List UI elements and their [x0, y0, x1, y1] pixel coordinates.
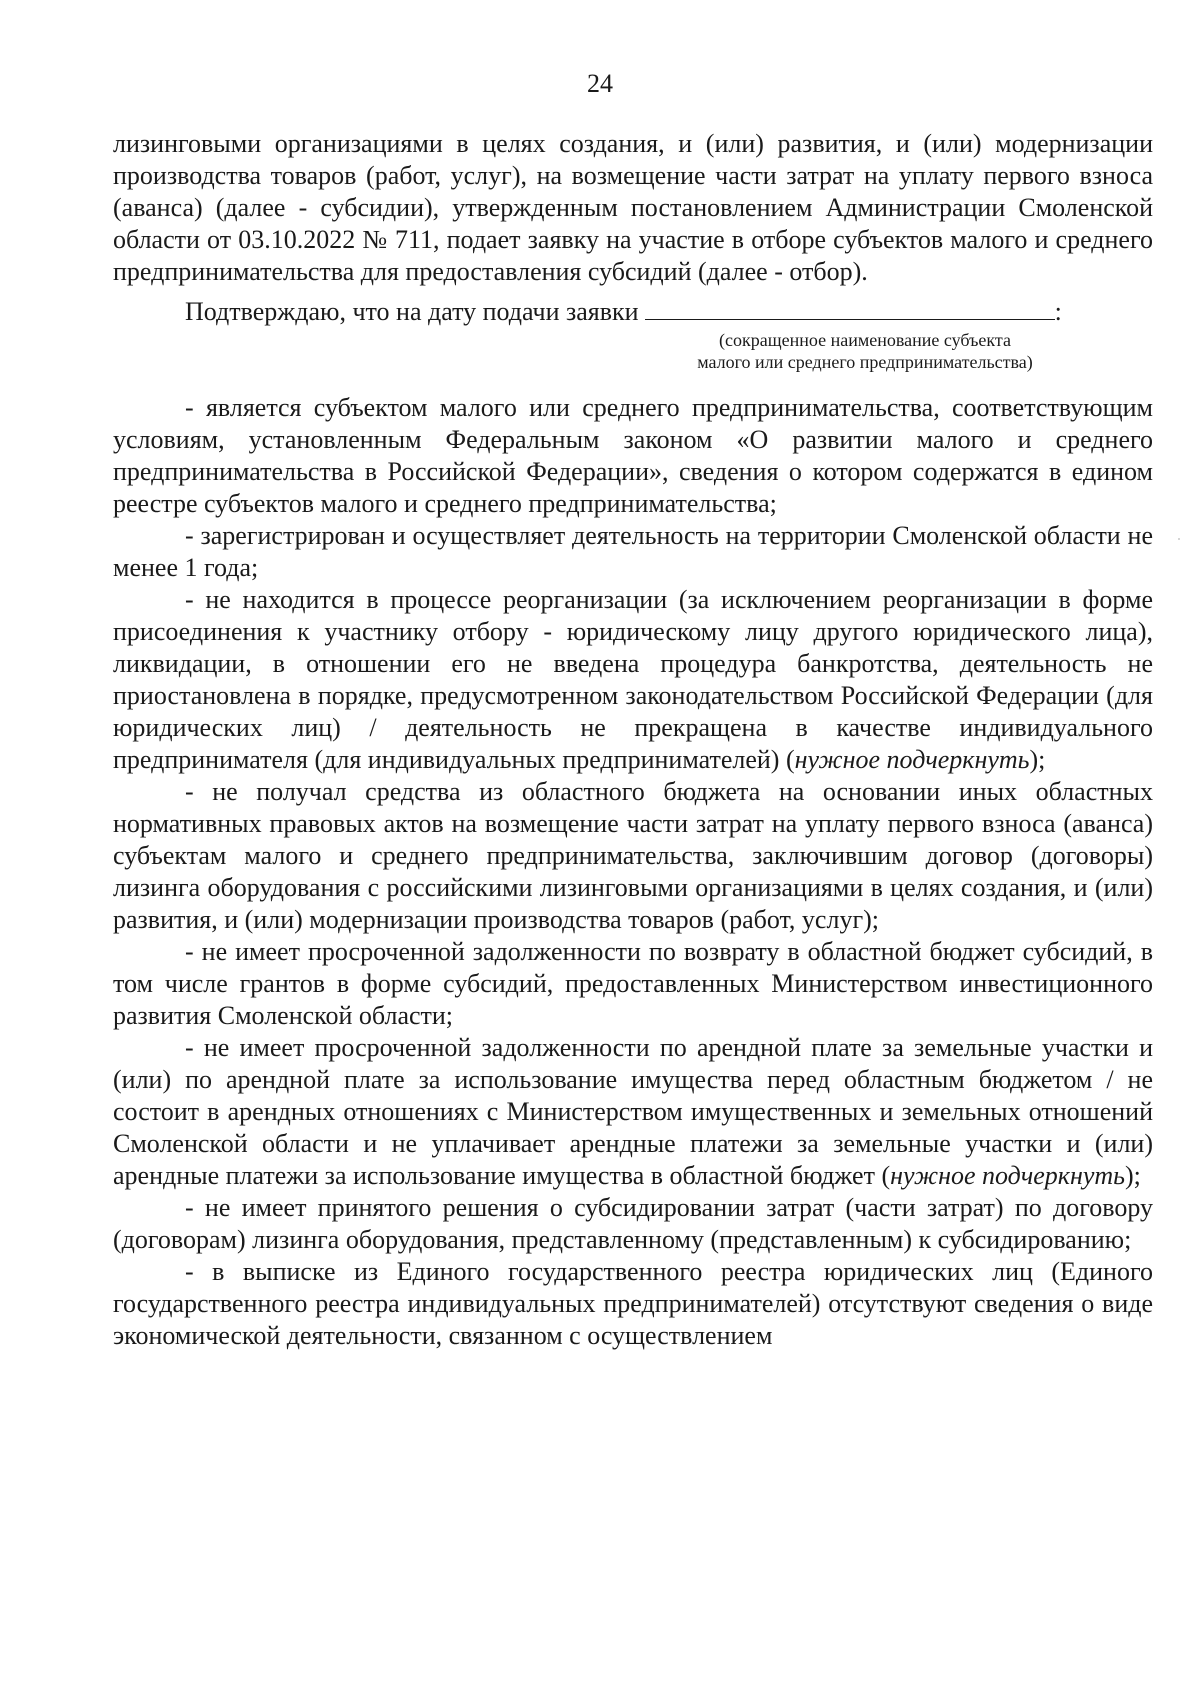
paragraph-item-1: - является субъектом малого или среднего предпринимательства, соответствующим условиям, установленным Федеральным законом «О развитии малого и среднего предпринимательства в Российской Федерации», сведения о котором содержатся в едином реестре субъектов малого и среднего предпринимательства; [113, 393, 1153, 518]
paragraph-intro: лизинговыми организациями в целях создания, и (или) развития, и (или) модернизации производства товаров (работ, услуг), на возмещение части затрат на уплату первого взноса (аванса) (далее - субсидии), утвержденным постановлением Администрации Смоленской области от 03.10.2022 № 711, подает заявку на участие в отборе субъектов малого и среднего предпринимательства для предоставления субсидий (далее - отбор). [113, 129, 1153, 286]
item-6-end: ); [1125, 1161, 1141, 1190]
caption-line-1: (сокращенное наименование субъекта [719, 330, 1011, 350]
confirm-colon: : [1054, 297, 1062, 326]
blank-caption [655, 329, 1075, 373]
page-number: 24 [587, 69, 613, 98]
item-3-italic-note: нужное подчеркнуть [794, 745, 1030, 774]
scan-speck [1178, 538, 1180, 540]
document-body [113, 128, 1153, 1352]
paragraph-item-2: - зарегистрирован и осуществляет деятельность на территории Смоленской области не менее 1 года; [113, 521, 1153, 582]
item-6-text: - не имеет просроченной задолженности по арендной плате за земельные участки и (или) по арендной плате за использование имущества перед областным бюджетом / не состоит в арендных отношениях с Министерством имущественных и земельных отношений Смоленской области и не уплачивает арендные платежи за земельные участки и (или) арендные платежи за использование имущества в областной бюджет ( [113, 1033, 1153, 1190]
item-3-end: ); [1029, 745, 1046, 774]
confirm-line [113, 295, 1153, 328]
confirm-label: Подтверждаю, что на дату подачи заявки [185, 297, 639, 326]
paragraph-item-3 [113, 584, 1153, 776]
subject-name-blank[interactable] [645, 295, 1055, 320]
paragraph-item-7: - не имеет принятого решения о субсидировании затрат (части затрат) по договору (договорам) лизинга оборудования, представленному (представленным) к субсидированию; [113, 1193, 1153, 1254]
item-3-text: - не находится в процессе реорганизации (за исключением реорганизации в форме присоединения к участнику отбору - юридическому лицу другого юридического лица), ликвидации, в отношении его не введена процедура банкротства, деятельность не приостановлена в порядке, предусмотренном законодательством Российской Федерации (для юридических лиц) / деятельность не прекращена в качестве индивидуального предпринимателя (для индивидуальных предпринимателей) ( [113, 585, 1153, 774]
paragraph-item-4: - не получал средства из областного бюджета на основании иных областных нормативных правовых актов на возмещение части затрат на уплату первого взноса (аванса) субъектам малого и среднего предпринимательства, заключившим договор (договоры) лизинга оборудования с российскими лизинговыми организациями в целях создания, и (или) развития, и (или) модернизации производства товаров (работ, услуг); [113, 777, 1153, 934]
caption-line-2: малого или среднего предпринимательства) [697, 352, 1033, 372]
paragraph-item-6 [113, 1032, 1153, 1192]
paragraph-item-8: - в выписке из Единого государственного реестра юридических лиц (Единого государственного реестра индивидуальных предпринимателей) отсутствуют сведения о виде экономической деятельности, связанном с осуществлением [113, 1257, 1153, 1350]
paragraph-item-5: - не имеет просроченной задолженности по возврату в областной бюджет субсидий, в том числе грантов в форме субсидий, предоставленных Министерством инвестиционного развития Смоленской области; [113, 937, 1153, 1030]
item-6-italic-note: нужное подчеркнуть [890, 1161, 1125, 1190]
